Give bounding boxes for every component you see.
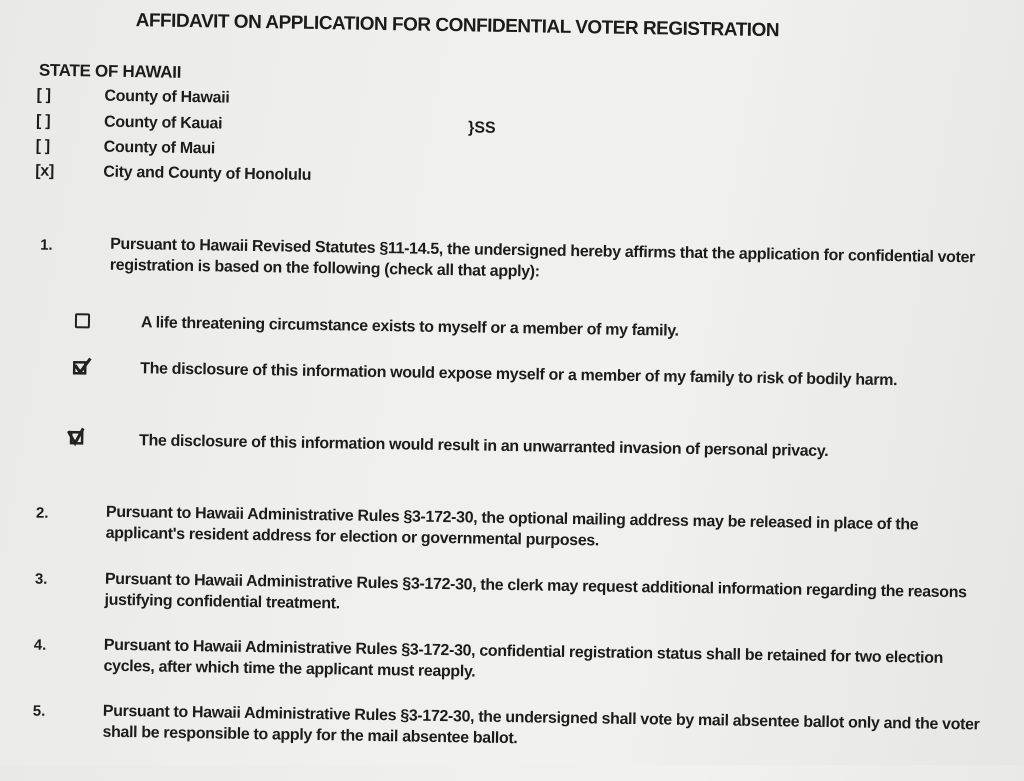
option-text: A life threatening circumstance exists to myself or a member of my family.	[140, 314, 679, 340]
option-text: The disclosure of this information would expose myself or a member of my family to risk of bodily harm.	[140, 360, 898, 390]
section-text: Pursuant to Hawaii Administrative Rules §3-172-30, the optional mailing address may be released in place of the applicant's resident address for election or governmental purposes.	[105, 503, 919, 550]
county-checkbox: [ ]	[36, 86, 51, 104]
checked-checkbox-icon	[67, 427, 87, 447]
county-label: County of Hawaii	[104, 87, 230, 107]
county-option-kauai	[36, 113, 222, 134]
state-heading: STATE OF HAWAII	[38, 60, 182, 82]
checked-checkbox-icon	[72, 357, 92, 377]
county-checkbox: [x]	[35, 162, 55, 180]
county-checkbox: [ ]	[35, 137, 51, 155]
section-text: Pursuant to Hawaii Administrative Rules §3-172-30, the clerk may request additional information regarding the reasons justifying confidential treatment.	[104, 570, 967, 613]
county-label: County of Maui	[103, 138, 216, 158]
section-number: 4.	[33, 636, 47, 654]
county-label: County of Kauai	[103, 113, 223, 133]
document-title: AFFIDAVIT ON APPLICATION FOR CONFIDENTIAL VOTER REGISTRATION	[135, 10, 780, 42]
county-label: City and County of Honolulu	[103, 163, 312, 184]
empty-checkbox-icon	[75, 313, 90, 328]
section-number: 1.	[40, 236, 53, 254]
county-checkbox: [ ]	[35, 112, 51, 130]
section-number: 3.	[34, 570, 48, 588]
county-option-honolulu	[35, 163, 311, 185]
section-text: Pursuant to Hawaii Administrative Rules §3-172-30, the undersigned shall vote by mail absentee ballot only and the voter shall be responsible to apply for the mail absentee ballot.	[102, 702, 980, 748]
county-option-maui	[36, 138, 216, 159]
county-option-hawaii	[36, 87, 229, 108]
section-number: 5.	[32, 702, 46, 720]
venue-ss: }SS	[467, 119, 496, 137]
section-text: Pursuant to Hawaii Administrative Rules §3-172-30, confidential registration status shall be retained for two election cycles, after which time the applicant must reapply.	[103, 636, 944, 681]
option-text: The disclosure of this information would result in an unwarranted invasion of personal privacy.	[138, 432, 829, 461]
section-text: Pursuant to Hawaii Revised Statutes §11-14.5, the undersigned hereby affirms that the application for confidential voter registration is based on the following (check all that apply):	[109, 235, 976, 281]
section-number: 2.	[35, 504, 49, 522]
